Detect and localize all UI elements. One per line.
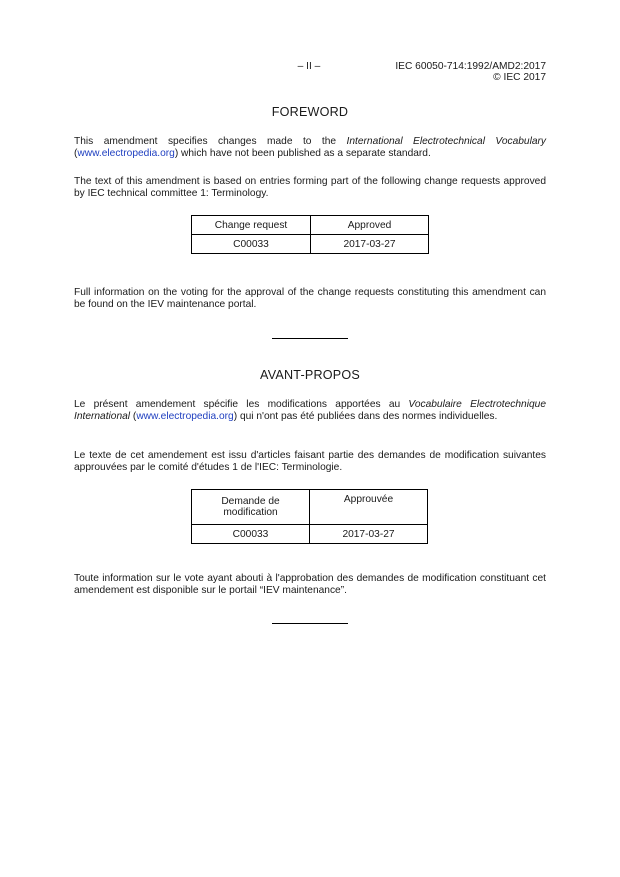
table-header-demande-de-modification: Demande de modification <box>192 490 310 525</box>
copyright-notice: © IEC 2017 <box>493 72 546 83</box>
foreword-paragraph-2: The text of this amendment is based on entries forming part of the following change requests approved by IEC technical committee 1: Terminology. <box>74 176 546 199</box>
document-reference: IEC 60050-714:1992/AMD2:2017 <box>395 61 546 72</box>
table-cell-change-request-id: C00033 <box>192 525 310 544</box>
table-row <box>192 235 429 254</box>
table-header-approuvee: Approuvée <box>310 490 428 525</box>
table-cell-approved-date: 2017-03-27 <box>310 525 428 544</box>
foreword-p1-text-before: This amendment specifies changes made to the <box>74 136 347 147</box>
foreword-change-request-table <box>191 215 429 254</box>
table-header-row <box>192 490 428 525</box>
table-header-approved: Approved <box>311 216 429 235</box>
avant-propos-p1-text-after: ) qui n'ont pas été publiées dans des normes individuelles. <box>233 411 498 422</box>
document-reference-block <box>395 61 546 83</box>
foreword-electropedia-link[interactable]: www.electropedia.org <box>77 148 175 159</box>
table-cell-approved-date: 2017-03-27 <box>311 235 429 254</box>
table-row <box>192 525 428 544</box>
avant-propos-p1-text-before: Le présent amendement spécifie les modifications apportées au <box>74 399 409 410</box>
avant-propos-change-request-table <box>191 489 428 544</box>
table-cell-change-request-id: C00033 <box>192 235 311 254</box>
section-separator <box>272 338 348 339</box>
avant-propos-paragraph-3: Toute information sur le vote ayant abouti à l'approbation des demandes de modification constituant cet amendement est disponible sur le portail “IEV maintenance”. <box>74 573 546 596</box>
avant-propos-p1-paren: ( <box>130 411 137 422</box>
avant-propos-paragraph-2: Le texte de cet amendement est issu d'articles faisant partie des demandes de modification suivantes approuvées par le comité d'études 1 de l'IEC: Terminologie. <box>74 450 546 473</box>
foreword-p1-vocabulary-title: International Electrotechnical Vocabulary <box>346 136 546 147</box>
section-separator <box>272 623 348 624</box>
avant-propos-title: AVANT-PROPOS <box>260 368 360 382</box>
avant-propos-p1-vocabulary-title: Vocabulaire Electrotechnique International <box>74 399 546 422</box>
foreword-paragraph-3: Full information on the voting for the approval of the change requests constituting this amendment can be found on the IEV maintenance portal. <box>74 287 546 310</box>
avant-propos-electropedia-link[interactable]: www.electropedia.org <box>136 411 234 422</box>
foreword-p1-text-after: ) which have not been published as a separate standard. <box>174 148 431 159</box>
table-header-row <box>192 216 429 235</box>
foreword-title: FOREWORD <box>271 105 349 119</box>
avant-propos-paragraph-1 <box>74 399 546 423</box>
foreword-paragraph-1 <box>74 136 546 160</box>
page-number: – II – <box>297 61 321 72</box>
table-header-change-request: Change request <box>192 216 311 235</box>
foreword-p1-paren: ( <box>74 148 78 159</box>
